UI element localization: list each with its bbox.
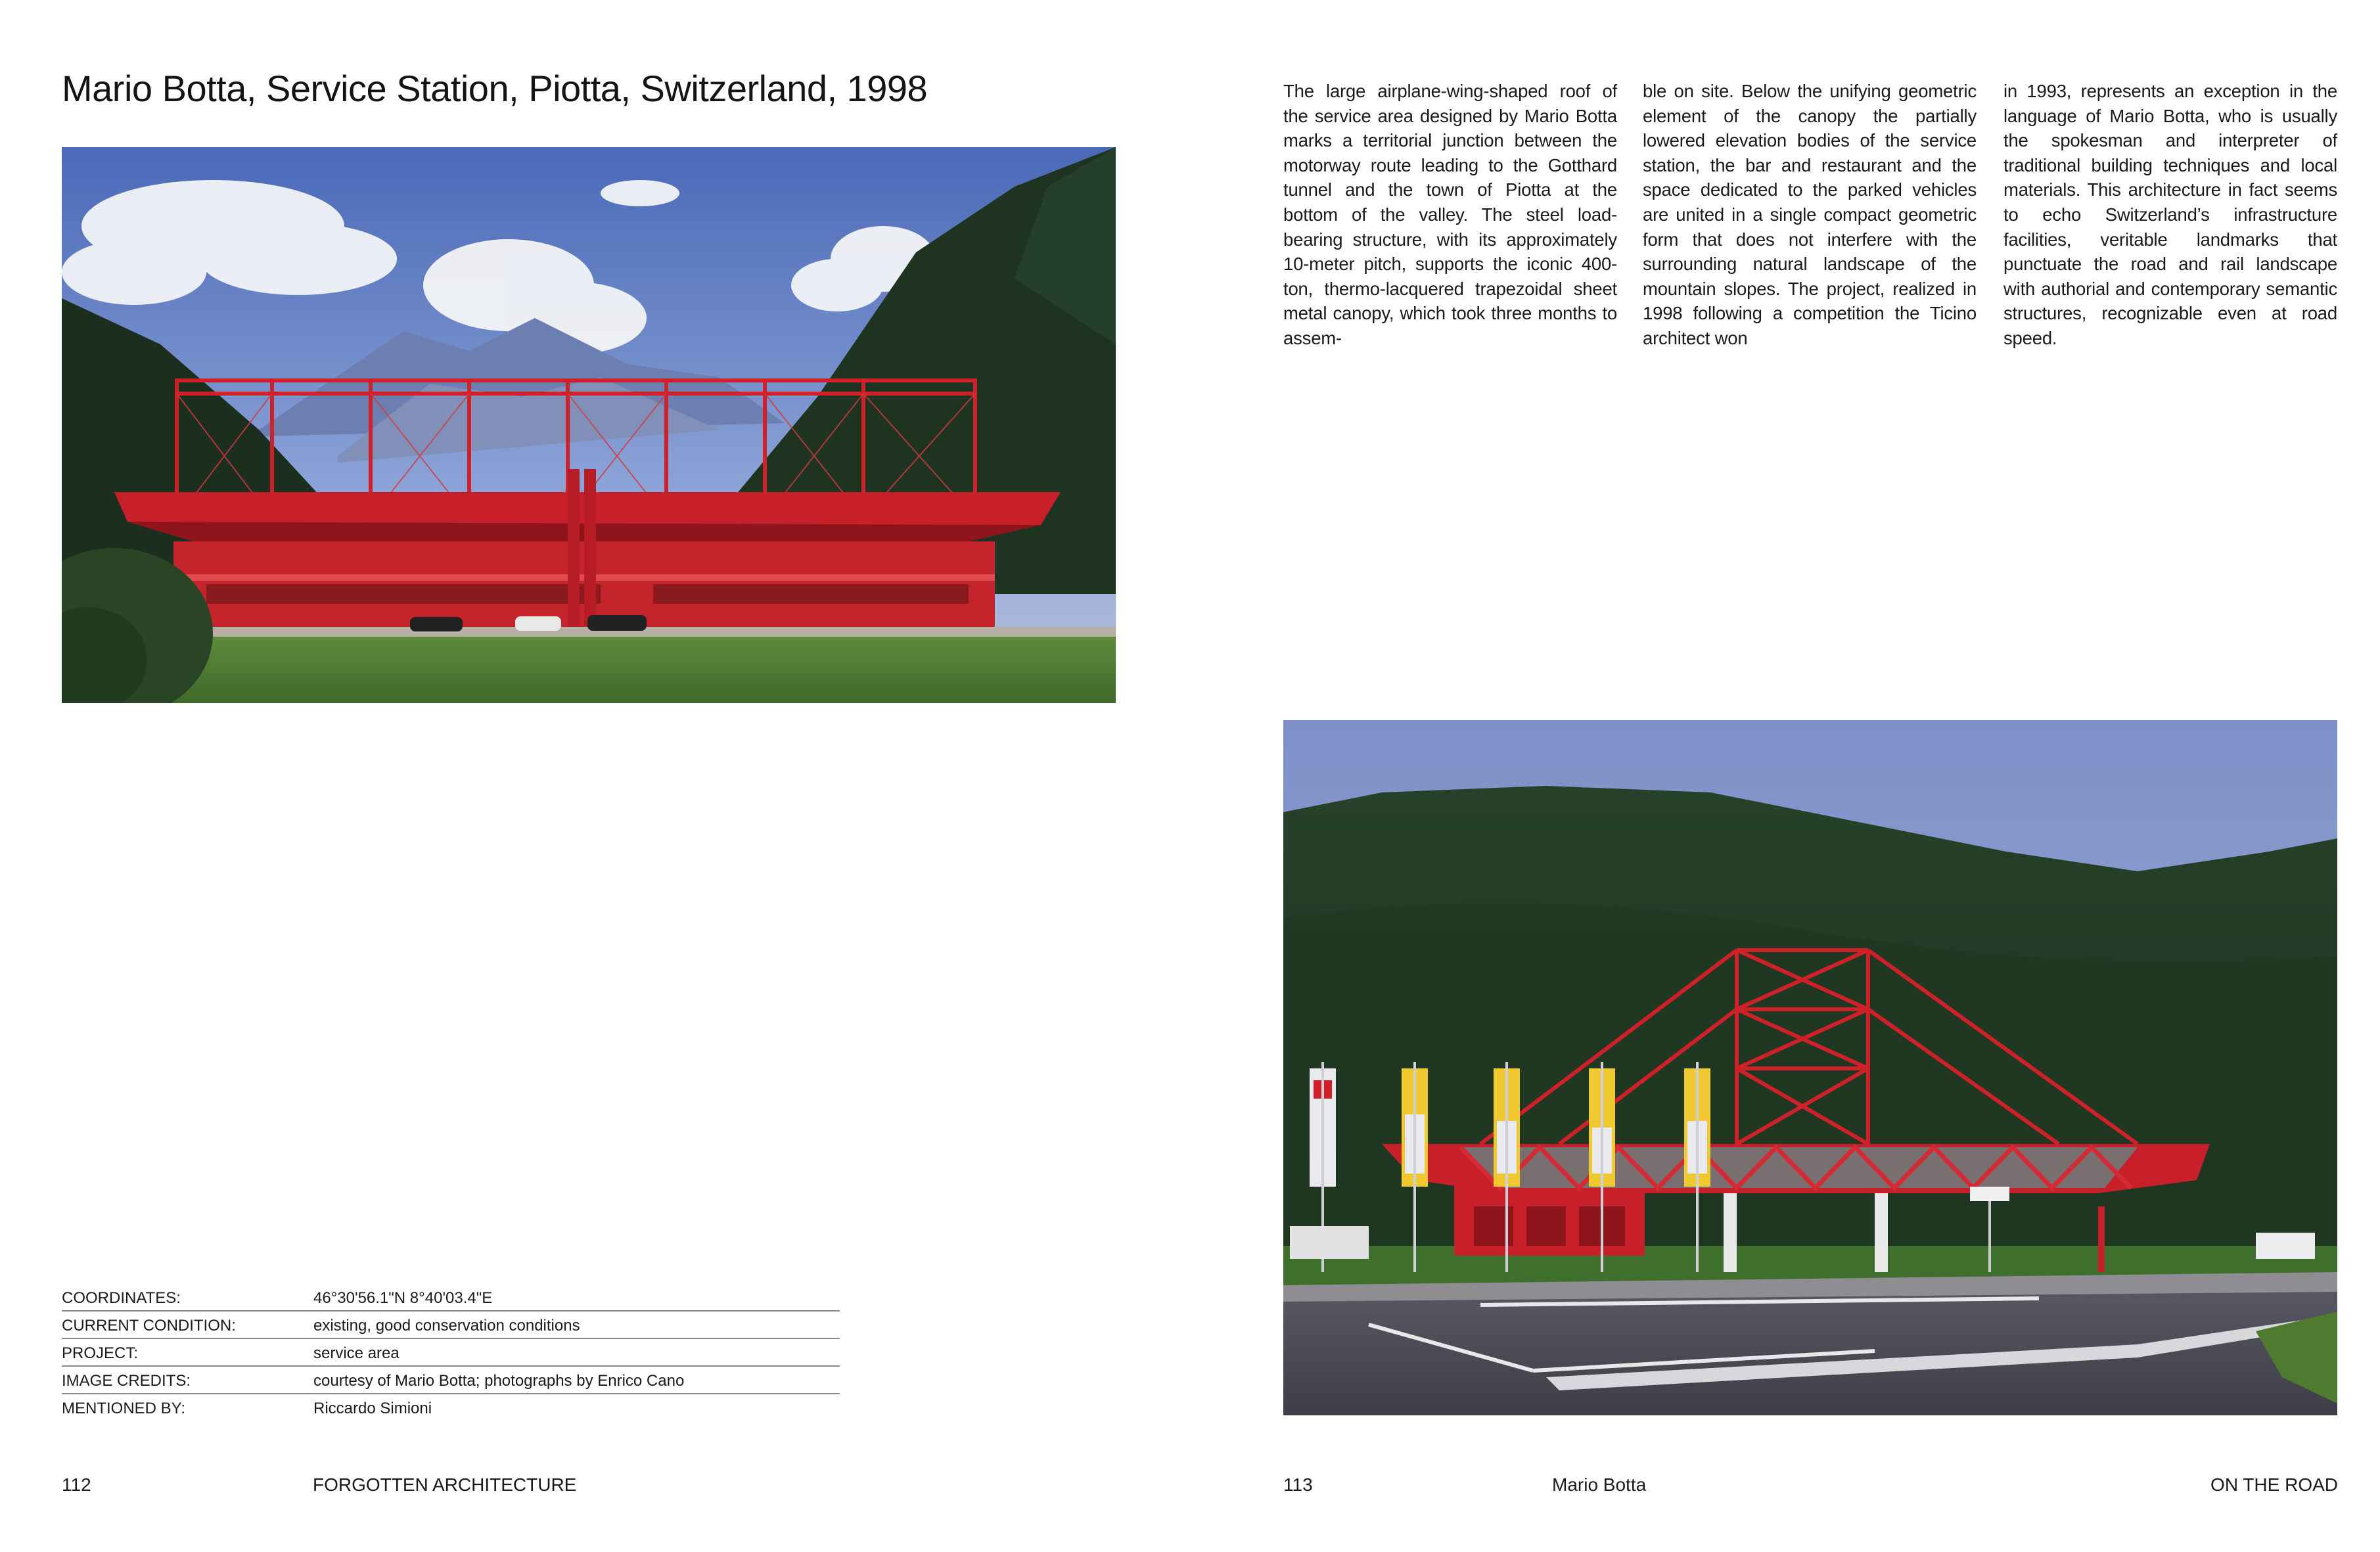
running-title-right: ON THE ROAD [2210, 1474, 2338, 1495]
metadata-row-coordinates [62, 1284, 840, 1312]
metadata-row-mentioned-by [62, 1394, 840, 1421]
metadata-key: COORDINATES: [62, 1289, 181, 1307]
project-metadata-table [62, 1284, 840, 1421]
body-text-column-3: in 1993, represents an exception in the language of Mario Botta, who is usually the spokesman and interpreter of traditional building techniques and local materials. This architecture in fact seems to echo Switzerland’s infrastructure facilities, veritable landmarks that punctuate the road and rail landscape with authorial and contemporary semantic structures, recognizable even at road speed. [2003, 81, 2337, 348]
metadata-key: CURRENT CONDITION: [62, 1317, 236, 1335]
running-title-left: FORGOTTEN ARCHITECTURE [313, 1474, 577, 1495]
metadata-value: Riccardo Simioni [313, 1400, 432, 1417]
body-text-column-1: The large airplane-wing-shaped roof of the service area designed by Mario Botta marks a territorial junction between the motorway route leading to the Gotthard tunnel and the town of Piotta at the bottom of the valley. The steel load-bearing structure, with its approximately 10-meter pitch, supports the iconic 400-ton, thermo-lacquered trapezoidal sheet metal canopy, which took three months to assem- [1283, 81, 1617, 348]
metadata-value: courtesy of Mario Botta; photographs by Enrico Cano [313, 1372, 685, 1390]
running-author-right: Mario Botta [1552, 1474, 1647, 1495]
metadata-row-image-credits [62, 1367, 840, 1394]
metadata-row-project [62, 1339, 840, 1367]
page-number-left: 112 [62, 1474, 91, 1495]
metadata-value: service area [313, 1344, 400, 1362]
metadata-value: existing, good conservation conditions [313, 1317, 580, 1335]
metadata-key: MENTIONED BY: [62, 1400, 186, 1417]
page-number-right: 113 [1283, 1474, 1313, 1495]
metadata-value: 46°30'56.1"N 8°40'03.4"E [313, 1289, 493, 1307]
photo-service-station-front-view [1283, 720, 2337, 1415]
page-title: Mario Botta, Service Station, Piotta, Switzerland, 1998 [62, 68, 928, 109]
photo-service-station-side-view [62, 147, 1116, 703]
metadata-key: IMAGE CREDITS: [62, 1372, 191, 1390]
metadata-key: PROJECT: [62, 1344, 139, 1362]
body-text-column-2: ble on site. Below the unifying geometric element of the canopy the partially lowered elevation bodies of the service station, the bar and restaurant and the space dedicated to the parked vehicles are united in a single compact geometric form that does not interfere with the surrounding natural landscape of the mountain slopes. The project, realized in 1998 following a competition the Ticino architect won [1643, 81, 1977, 348]
metadata-row-current-condition [62, 1312, 840, 1339]
